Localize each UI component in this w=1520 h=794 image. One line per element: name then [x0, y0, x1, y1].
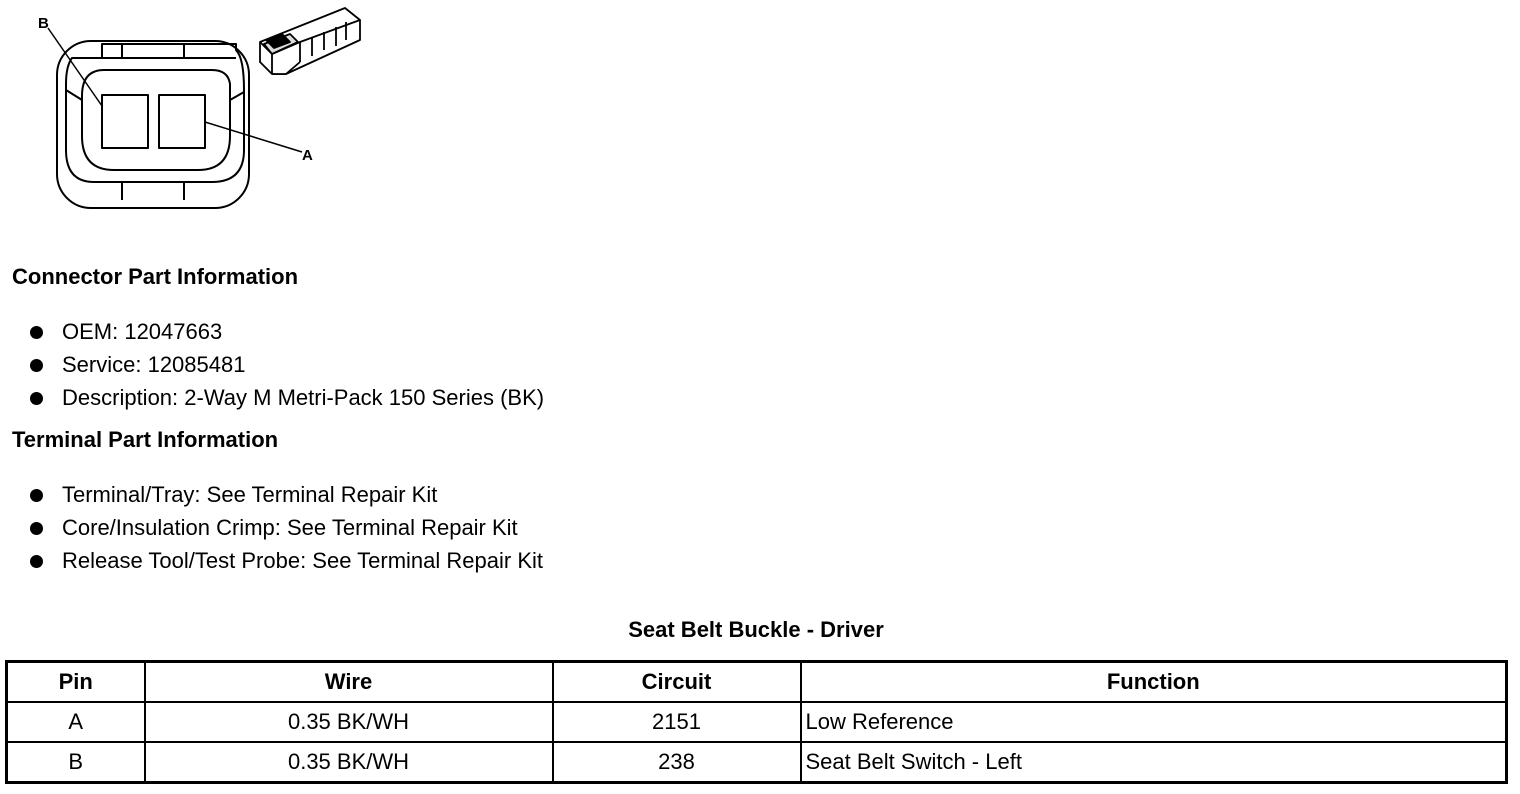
connector-recess: [82, 70, 230, 170]
connector-part-heading: Connector Part Information: [12, 264, 299, 289]
connector-shroud: [66, 44, 244, 182]
pin-label-b: B: [38, 15, 49, 32]
cell-wire: 0.35 BK/WH: [145, 742, 553, 783]
pin-label-a: A: [302, 147, 313, 164]
leader-line-a: [205, 122, 302, 152]
cavity-b: [102, 95, 148, 148]
table-title: Seat Belt Buckle - Driver: [628, 617, 884, 642]
release-tool-text: Release Tool/Test Probe: See Terminal Repair Kit: [62, 548, 543, 573]
cell-function: Low Reference: [801, 702, 1507, 742]
cell-circuit: 238: [553, 742, 801, 783]
crimp-text: Core/Insulation Crimp: See Terminal Repair Kit: [62, 515, 518, 540]
connector-diagram: [0, 0, 380, 220]
connector-isometric-icon: [260, 8, 360, 74]
table-header-row: [7, 662, 1507, 703]
table-row: [7, 742, 1507, 783]
header-function: Function: [801, 662, 1507, 703]
oem-part-text: OEM: 12047663: [62, 319, 223, 344]
service-part-text: Service: 12085481: [62, 352, 246, 377]
terminal-tray-text: Terminal/Tray: See Terminal Repair Kit: [62, 482, 438, 507]
header-pin: Pin: [7, 662, 145, 703]
header-wire: Wire: [145, 662, 553, 703]
cell-function: Seat Belt Switch - Left: [801, 742, 1507, 783]
description-text: Description: 2-Way M Metri-Pack 150 Series (BK): [62, 385, 545, 410]
cavity-a: [159, 95, 205, 148]
bullet-icon: [30, 392, 43, 405]
bullet-icon: [30, 522, 43, 535]
bullet-icon: [30, 555, 43, 568]
pinout-table: [5, 660, 1508, 784]
header-circuit: Circuit: [553, 662, 801, 703]
bullet-icon: [30, 359, 43, 372]
bullet-icon: [30, 489, 43, 502]
cell-pin: A: [7, 702, 145, 742]
table-row: [7, 702, 1507, 742]
cell-wire: 0.35 BK/WH: [145, 702, 553, 742]
cell-circuit: 2151: [553, 702, 801, 742]
bullet-icon: [30, 326, 43, 339]
terminal-part-heading: Terminal Part Information: [12, 427, 279, 452]
cell-pin: B: [7, 742, 145, 783]
